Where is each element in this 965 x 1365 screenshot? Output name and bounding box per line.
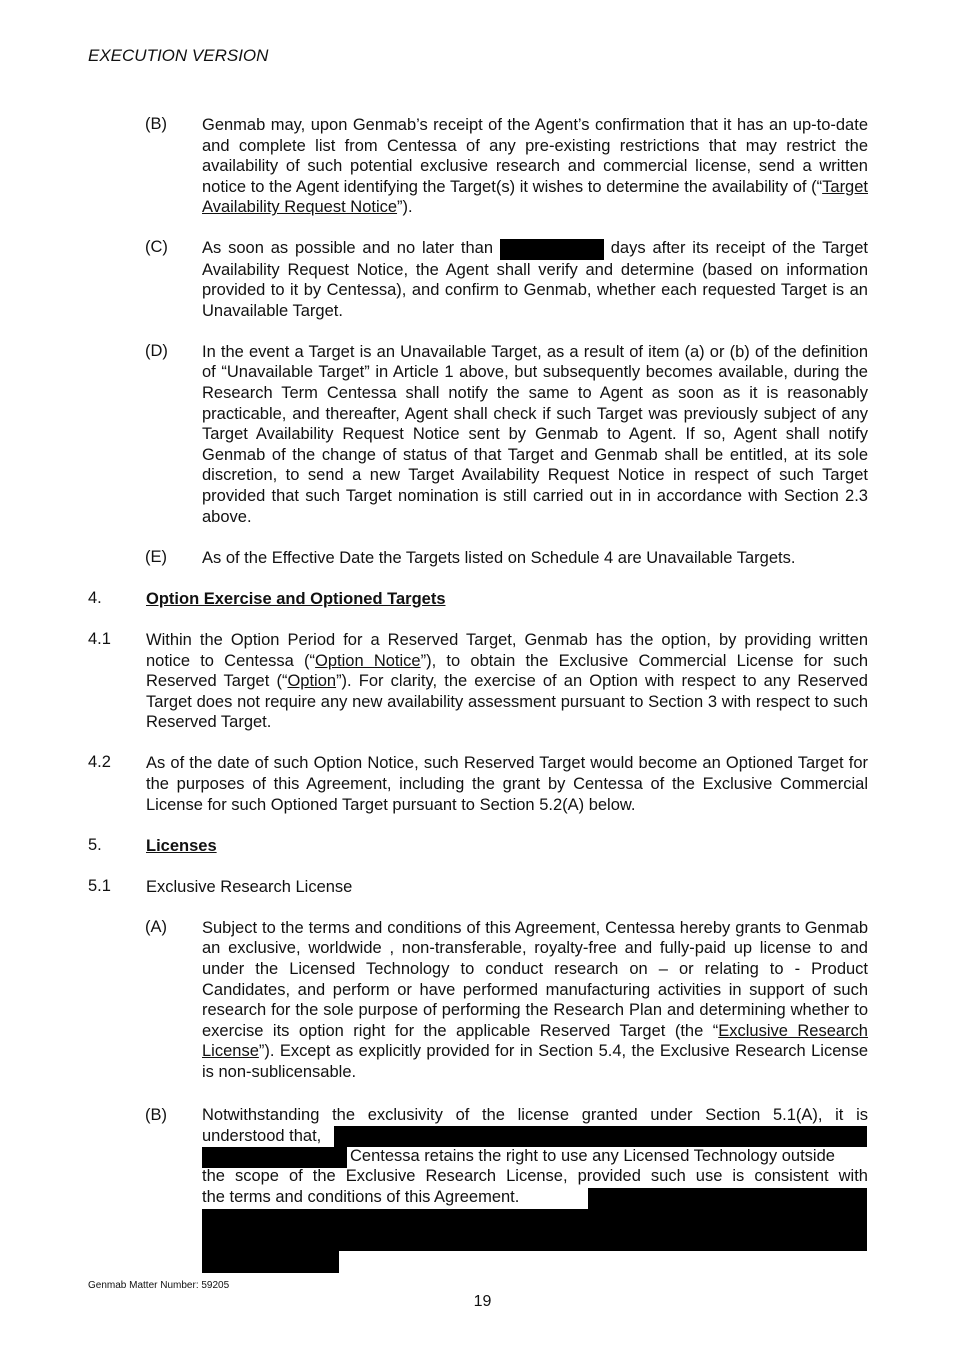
redaction-block: [202, 1209, 867, 1251]
section-number: 5.: [88, 835, 102, 854]
defined-term: Option Notice: [315, 651, 421, 670]
defined-term: Exclusive Research License: [202, 1021, 868, 1061]
redaction-block: [202, 1147, 347, 1168]
clause-title: Exclusive Research License: [146, 877, 353, 896]
clause-text: Subject to the terms and conditions of this Agreement, Centessa hereby grants to Genmab an exclusive, worldwide , non-transferable, royalty-free and fully-paid up license to and under the Licensed Technology to conduct research on – or relating to - Product Candidates, and perform or have performed manufacturing activities in support of such research for the sole purpose of performing the Research Plan and determining whether to exercise its option right for the applicable Reserved Target (the “Exclusive Research License”). Except as explicitly provided for in Section 5.4, the Exclusive Research License is non-sublicensable.: [202, 918, 868, 1082]
clause-text: In the event a Target is an Unavailable Target, as a result of item (a) or (b) of the definition of “Unavailable Target” in Article 1 above, but subsequently becomes available, during the Research Term Centessa shall notify the same to Agent as soon as it is reasonably practicable, and thereafter, Agent shall check if such Target was previously subject of any Target Availability Request Notice sent by Genmab to Agent. If so, Agent shall notify Genmab of the change of status of that Target and Genmab shall be entitled, at its sole discretion, to send a new Target Availability Request Notice in respect of such Target provided that such Target nomination is still carried out in in accordance with Section 2.3 above.: [202, 342, 868, 526]
clause-line: the scope of the Exclusive Research License, provided such use is consistent with: [202, 1167, 868, 1185]
clause-3c: [0, 238, 965, 321]
clause-line: understood that,: [202, 1127, 322, 1145]
section-number: 4.: [88, 588, 102, 607]
clause-label: (B): [145, 1106, 167, 1124]
document-header: EXECUTION VERSION: [88, 46, 269, 65]
clause-text: As of the date of such Option Notice, such Reserved Target would become an Optioned Target for the purposes of this Agreement, including the grant by Centessa of the Exclusive Commercial License for such Optioned Target pursuant to Section 5.2(A) below.: [146, 754, 868, 814]
clause-label: (B): [145, 115, 167, 133]
defined-term: Option: [287, 672, 337, 691]
clause-4-2: [0, 753, 965, 815]
clause-text: As of the Effective Date the Targets listed on Schedule 4 are Unavailable Targets.: [202, 548, 796, 567]
clause-line: the terms and conditions of this Agreement.: [202, 1188, 520, 1206]
clause-label: 4.2: [88, 753, 111, 772]
clause-line: Centessa retains the right to use any Licensed Technology outside: [350, 1147, 835, 1165]
redaction-block: [500, 239, 604, 260]
section-title: Option Exercise and Optioned Targets: [146, 589, 446, 608]
clause-text: Within the Option Period for a Reserved Target, Genmab has the option, by providing written notice to Centessa (“Option Notice”), to obtain the Exclusive Commercial License for such Reserved Target (“Option”). For clarity, the exercise of an Option with respect to any Reserved Target does not require any new availability assessment pursuant to Section 3 with respect to such Reserved Target.: [146, 630, 868, 732]
clause-label: (E): [145, 547, 167, 566]
redaction-block: [334, 1126, 867, 1147]
clause-5-1: [0, 877, 965, 898]
clause-label: (C): [145, 238, 168, 257]
clause-3d: [0, 342, 965, 527]
clause-3e: [0, 548, 965, 569]
clause-label: (D): [145, 341, 168, 360]
clause-label: 4.1: [88, 629, 111, 648]
section-4-heading: [0, 589, 965, 610]
defined-term: Target Availability Request Notice: [202, 177, 868, 217]
section-5-heading: [0, 836, 965, 857]
page-number: 19: [473, 1293, 492, 1310]
clause-3b: [0, 115, 965, 218]
clause-5-1a: [0, 918, 965, 1083]
clause-4-1: [0, 630, 965, 733]
redaction-block: [588, 1188, 867, 1209]
clause-text: Genmab may, upon Genmab’s receipt of the Agent’s confirmation that it has an up-to-date and complete list from Centessa of any pre-existing restrictions that may restrict the availability of such potential exclusive research and commercial license, send a written notice to the Agent identifying the Target(s) it wishes to determine the availability of (“Target Availability Request Notice”).: [202, 116, 868, 217]
section-title: Licenses: [146, 836, 217, 855]
clause-label: 5.1: [88, 876, 111, 895]
clause-label: (A): [145, 917, 167, 936]
matter-number: Genmab Matter Number: 59205: [88, 1280, 230, 1291]
document-body: [0, 115, 965, 1103]
clause-text: As soon as possible and no later than days after its receipt of the Target Availability Request Notice, the Agent shall verify and determine (based on information provided to it by Centessa), and confirm to Genmab, whether each requested Target is an Unavailable Target.: [202, 239, 868, 320]
clause-line: Notwithstanding the exclusivity of the license granted under Section 5.1(A), it is: [202, 1106, 868, 1124]
redaction-block: [202, 1251, 339, 1273]
